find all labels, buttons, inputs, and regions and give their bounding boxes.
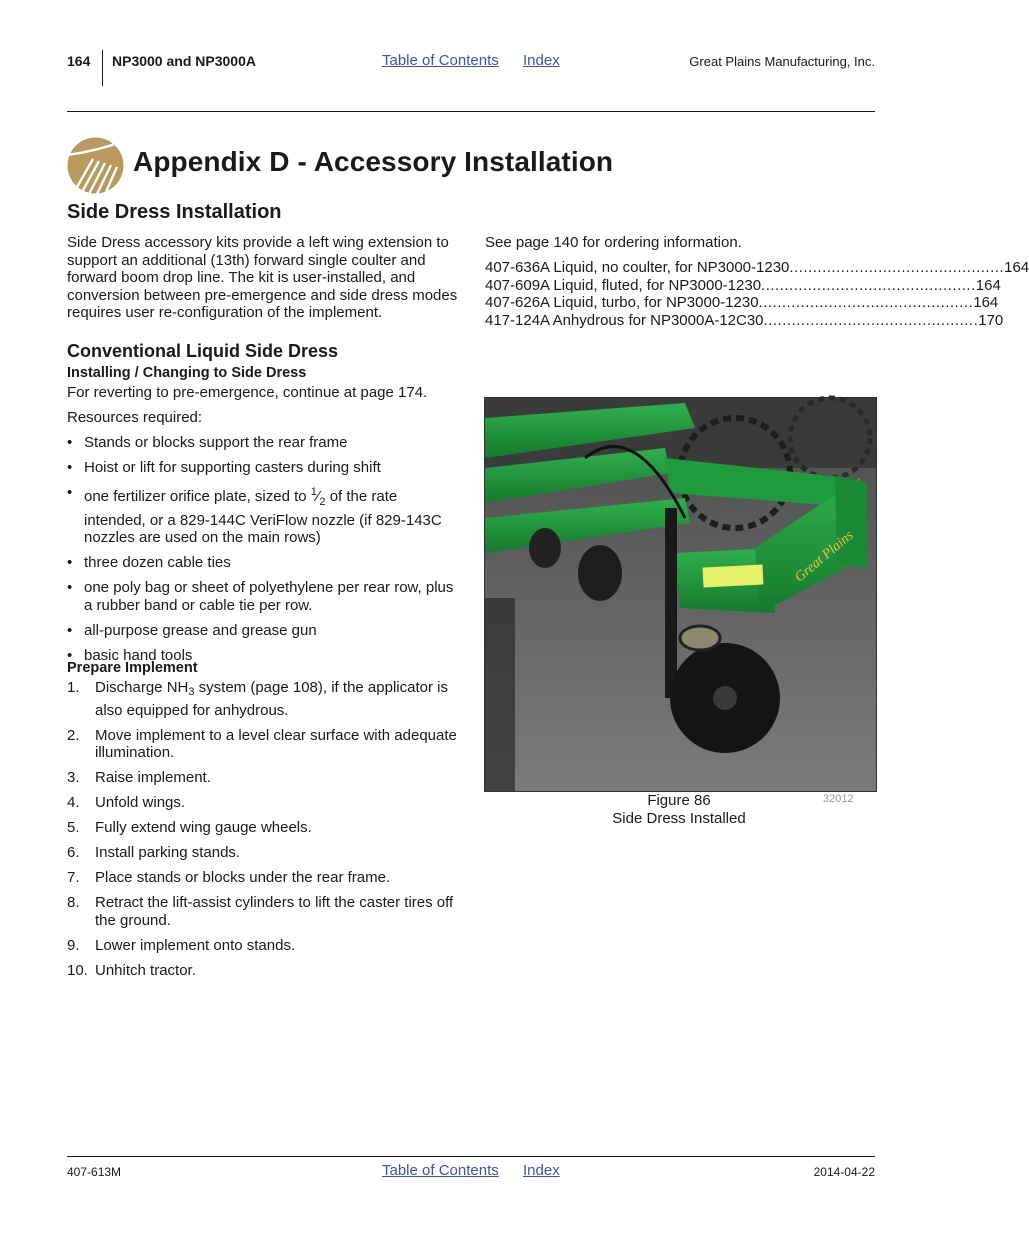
list-item xyxy=(67,894,459,929)
frame-brand-text: Great Plains xyxy=(792,528,857,586)
step-number: 2. xyxy=(67,726,80,744)
resource-text: Hoist or lift for supporting casters during shift xyxy=(84,459,381,476)
resource-text: three dozen cable ties xyxy=(84,554,231,571)
step-text: Install parking stands. xyxy=(95,844,241,861)
bullet: • xyxy=(67,459,73,476)
leader-dots: .............................................. xyxy=(789,259,1005,276)
resource-text: one fertilizer orifice plate, sized to xyxy=(84,488,311,505)
step-number: 3. xyxy=(67,769,80,786)
table-of-contents-link[interactable]: Table of Contents xyxy=(382,52,499,69)
fraction-slash: ⁄ xyxy=(316,488,320,505)
resource-text: basic hand tools xyxy=(84,646,193,664)
great-plains-logo-icon xyxy=(67,137,124,194)
intro-paragraph: Side Dress accessory kits provide a left wing extension to support an additional (13th) forward single coulter and forward boom drop line. The kit is user-installed, and conversion between pre-emergence and side dress modes requires user re-configuration of the implement. xyxy=(67,234,458,321)
bullet: • xyxy=(67,621,73,639)
step-number: 4. xyxy=(67,794,80,811)
resources-label: Resources required: xyxy=(67,409,203,426)
fraction-denominator: 2 xyxy=(319,496,326,508)
step-text: Place stands or blocks under the rear frame. xyxy=(95,869,391,886)
list-item xyxy=(67,434,459,452)
header-rule xyxy=(67,111,875,112)
list-item xyxy=(67,937,459,955)
order-item-desc: 407-626A Liquid, turbo, for NP3000-1230 xyxy=(485,294,759,311)
steps-list xyxy=(67,679,459,987)
leader-dots: .............................................. xyxy=(758,294,974,311)
list-item xyxy=(67,484,459,547)
step-text: Raise implement. xyxy=(95,769,211,786)
image-id: 32012 xyxy=(823,793,854,805)
step-text: Unfold wings. xyxy=(95,794,186,811)
step-text: Lower implement onto stands. xyxy=(95,936,296,954)
figure-number: Figure 86 xyxy=(647,792,711,809)
subscript: 3 xyxy=(188,686,195,698)
list-item xyxy=(67,622,459,640)
resource-text: of the rate intended, or a 829-144C VeriFlow nozzle (if 829-143C nozzles are used on the main rows) xyxy=(84,488,442,546)
index-link[interactable]: Index xyxy=(523,52,560,69)
order-item-page: 164 xyxy=(1004,259,1029,276)
step-text: Unhitch tractor. xyxy=(95,961,196,979)
implement-illustration xyxy=(485,398,876,791)
bullet: • xyxy=(67,434,73,451)
list-item xyxy=(67,794,459,812)
company-name: Great Plains Manufacturing, Inc. xyxy=(689,54,875,69)
resource-text: Stands or blocks support the rear frame xyxy=(84,434,348,451)
list-item xyxy=(67,962,459,980)
prepare-heading: Prepare Implement xyxy=(67,660,198,676)
side-dress-photo xyxy=(484,397,877,792)
list-item xyxy=(67,769,459,787)
subsection-heading: Conventional Liquid Side Dress xyxy=(67,341,339,361)
figure-caption xyxy=(560,792,798,827)
order-item-page: 170 xyxy=(978,311,1004,329)
footer-index-link[interactable]: Index xyxy=(523,1162,560,1179)
step-number: 9. xyxy=(67,936,80,954)
step-text: system (page 108), if the applicator is also equipped for anhydrous. xyxy=(95,679,448,719)
list-item xyxy=(67,459,459,477)
bullet: • xyxy=(67,579,73,596)
order-item-desc: 407-609A Liquid, fluted, for NP3000-1230 xyxy=(485,276,762,294)
section-heading: Side Dress Installation xyxy=(67,201,282,223)
bullet: • xyxy=(67,554,73,571)
step-text: Fully extend wing gauge wheels. xyxy=(95,819,312,836)
order-item-desc: 407-636A Liquid, no coulter, for NP3000-1230 xyxy=(485,259,790,276)
footer-rule xyxy=(67,1156,875,1157)
ordering-list xyxy=(485,259,1029,329)
order-item xyxy=(485,311,1004,330)
order-item-page: 164 xyxy=(975,276,1001,294)
step-number: 5. xyxy=(67,819,80,836)
header-divider xyxy=(102,50,103,86)
order-item-desc: 417-124A Anhydrous for NP3000A-12C30 xyxy=(485,311,764,329)
bullet: • xyxy=(67,646,73,664)
leader-dots: .............................................. xyxy=(761,276,976,294)
order-item xyxy=(485,259,1029,277)
list-item xyxy=(67,819,459,837)
figure-title: Side Dress Installed xyxy=(612,809,746,827)
list-item xyxy=(67,844,459,862)
step-text: Discharge NH xyxy=(95,679,189,696)
list-item xyxy=(67,554,459,572)
list-item xyxy=(67,869,459,887)
step-text: Retract the lift-assist cylinders to lift the caster tires off the ground. xyxy=(95,894,454,929)
list-item xyxy=(67,679,459,719)
leader-dots: .............................................. xyxy=(763,311,979,329)
step-number: 6. xyxy=(67,844,80,861)
step-number: 10. xyxy=(67,961,88,979)
page-title: Appendix D - Accessory Installation xyxy=(133,146,614,177)
step-text: Move implement to a level clear surface with adequate illumination. xyxy=(95,726,457,761)
footer-table-of-contents-link[interactable]: Table of Contents xyxy=(382,1162,499,1179)
resource-text: all-purpose grease and grease gun xyxy=(84,621,317,639)
page-number: 164 xyxy=(67,53,91,69)
step-number: 8. xyxy=(67,894,80,911)
order-item xyxy=(485,294,999,312)
list-item xyxy=(67,727,459,762)
resource-text: one poly bag or sheet of polyethylene per rear row, plus a rubber band or cable tie per row. xyxy=(84,579,454,614)
model-name: NP3000 and NP3000A xyxy=(112,53,256,69)
revert-note: For reverting to pre-emergence, continue at page 174. xyxy=(67,384,428,401)
order-item-page: 164 xyxy=(973,294,999,311)
doc-number: 407-613M xyxy=(67,1165,122,1179)
ordering-note: See page 140 for ordering information. xyxy=(485,234,742,251)
publication-date: 2014-04-22 xyxy=(813,1165,875,1179)
bullet: • xyxy=(67,484,73,501)
step-number: 1. xyxy=(67,679,80,696)
resources-list xyxy=(67,434,459,672)
sub-subheading: Installing / Changing to Side Dress xyxy=(67,365,307,381)
list-item xyxy=(67,579,459,614)
fraction-numerator: 1 xyxy=(310,486,317,498)
step-number: 7. xyxy=(67,869,80,886)
order-item xyxy=(485,276,1001,295)
